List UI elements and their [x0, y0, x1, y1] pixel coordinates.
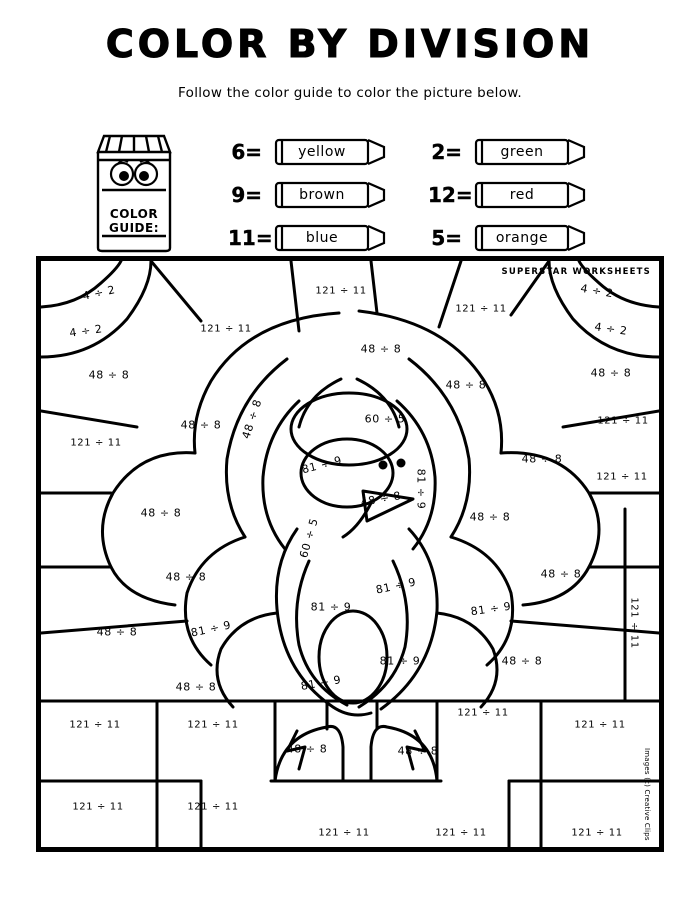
page-title: COLOR BY DIVISION [105, 22, 595, 66]
crayon-box-line2: GUIDE: [108, 221, 159, 235]
puzzle-region-label: 121 ÷ 11 [200, 323, 252, 335]
legend-item-0 [228, 137, 428, 167]
puzzle-region-label: 48 ÷ 8 [540, 567, 582, 581]
puzzle-region-label: 121 ÷ 11 [69, 719, 121, 731]
legend-item-3 [428, 180, 598, 210]
puzzle-region-label: 48 ÷ 8 [590, 366, 632, 380]
crayon-shape-2 [268, 180, 390, 210]
puzzle-region-label: 48 ÷ 8 [521, 452, 563, 466]
puzzle-region-label: 81 ÷ 9 [300, 453, 344, 477]
puzzle-region-label: 121 ÷ 11 [70, 437, 122, 449]
legend-number-4: 11= [228, 225, 273, 250]
legend-number-2: 9= [231, 182, 262, 207]
puzzle-region-label: 48 ÷ 8 [140, 506, 182, 520]
puzzle-region-label: 48 ÷ 8 [469, 510, 511, 524]
legend-item-4 [228, 223, 428, 253]
puzzle-region-label: 48 ÷ 8 [96, 625, 138, 639]
puzzle-region-label: 48 ÷ 8 [445, 378, 487, 392]
legend-color-5: orange [495, 229, 549, 246]
legend-color-1: green [500, 143, 544, 160]
puzzle-region-label: 48 ÷ 8 [175, 680, 217, 694]
puzzle-region-label: 4 ÷ 2 [593, 320, 629, 338]
puzzle-region-label: 81 ÷ 9 [374, 575, 418, 597]
puzzle-region-label: 81 ÷ 9 [469, 599, 513, 619]
puzzle-region-label: 121 ÷ 11 [574, 719, 626, 731]
crayon-shape-1 [468, 137, 590, 167]
crayon-shape-0 [268, 137, 390, 167]
crayon-shape-3 [468, 180, 590, 210]
legend-item-2 [228, 180, 428, 210]
puzzle-region-label: 4 ÷ 2 [579, 281, 615, 301]
puzzle-region-label: 121 ÷ 11 [318, 827, 370, 839]
puzzle-region-label: 121 ÷ 11 [597, 415, 649, 427]
puzzle-region-label: 81 ÷ 9 [379, 654, 421, 668]
puzzle-region-label: 81 ÷ 9 [414, 468, 428, 510]
brand-label: SUPERSTAR WORKSHEETS [501, 267, 651, 277]
puzzle-region-label: 48 ÷ 8 [88, 368, 130, 382]
page-subtitle: Follow the color guide to color the picture below. [178, 85, 522, 101]
legend-number-5: 5= [431, 225, 462, 250]
legend-color-3: red [509, 186, 535, 203]
puzzle-region-label: 121 ÷ 11 [571, 827, 623, 839]
legend-number-1: 2= [431, 139, 462, 164]
puzzle-region-label: 48 ÷ 8 [501, 654, 543, 668]
puzzle-region-label: 48 ÷ 8 [165, 570, 207, 584]
crayon-box-illustration [88, 124, 180, 254]
puzzle-region-label: 48 ÷ 8 [286, 742, 328, 756]
puzzle-region-label: 121 ÷ 11 [628, 597, 640, 649]
puzzle-region-label: 121 ÷ 11 [187, 719, 239, 731]
puzzle-canvas [41, 261, 659, 847]
puzzle-region-label: 48 ÷ 8 [397, 744, 439, 758]
puzzle-region-label: 48 ÷ 8 [359, 489, 403, 509]
puzzle-region-label: 81 ÷ 9 [310, 600, 352, 614]
legend-color-2: brown [299, 186, 345, 203]
puzzle-region-label: 121 ÷ 11 [435, 827, 487, 839]
puzzle-region-label: 81 ÷ 9 [299, 673, 343, 693]
legend-color-0: yellow [298, 143, 346, 160]
turkey-line-art [41, 261, 659, 847]
puzzle-region-label: 121 ÷ 11 [457, 707, 509, 719]
puzzle-region-label: 48 ÷ 8 [239, 397, 265, 441]
puzzle-region-label: 121 ÷ 11 [72, 801, 124, 813]
crayon-shape-5 [468, 223, 590, 253]
color-by-number-puzzle [36, 256, 664, 852]
puzzle-region-label: 48 ÷ 8 [180, 418, 222, 432]
legend-item-5 [428, 223, 598, 253]
legend-item-1 [428, 137, 598, 167]
puzzle-region-label: 121 ÷ 11 [315, 285, 367, 297]
puzzle-region-label: 4 ÷ 2 [81, 283, 117, 303]
puzzle-region-label: 121 ÷ 11 [455, 303, 507, 315]
puzzle-region-label: 81 ÷ 9 [189, 618, 233, 640]
puzzle-region-label: 121 ÷ 11 [187, 801, 239, 813]
puzzle-region-label: 4 ÷ 2 [68, 322, 104, 340]
legend-number-3: 12= [428, 182, 473, 207]
legend-color-4: blue [305, 229, 339, 246]
crayon-shape-4 [268, 223, 390, 253]
puzzle-region-label: 60 ÷ 5 [297, 516, 321, 560]
puzzle-region-label: 121 ÷ 11 [596, 471, 648, 483]
color-guide-legend [228, 130, 598, 259]
puzzle-region-label: 60 ÷ 5 [364, 412, 406, 426]
crayon-box-line1: COLOR [109, 207, 159, 221]
credit-label: Images (c) Creative Clips [643, 748, 651, 841]
legend-number-0: 6= [231, 139, 262, 164]
puzzle-region-label: 48 ÷ 8 [360, 342, 402, 356]
